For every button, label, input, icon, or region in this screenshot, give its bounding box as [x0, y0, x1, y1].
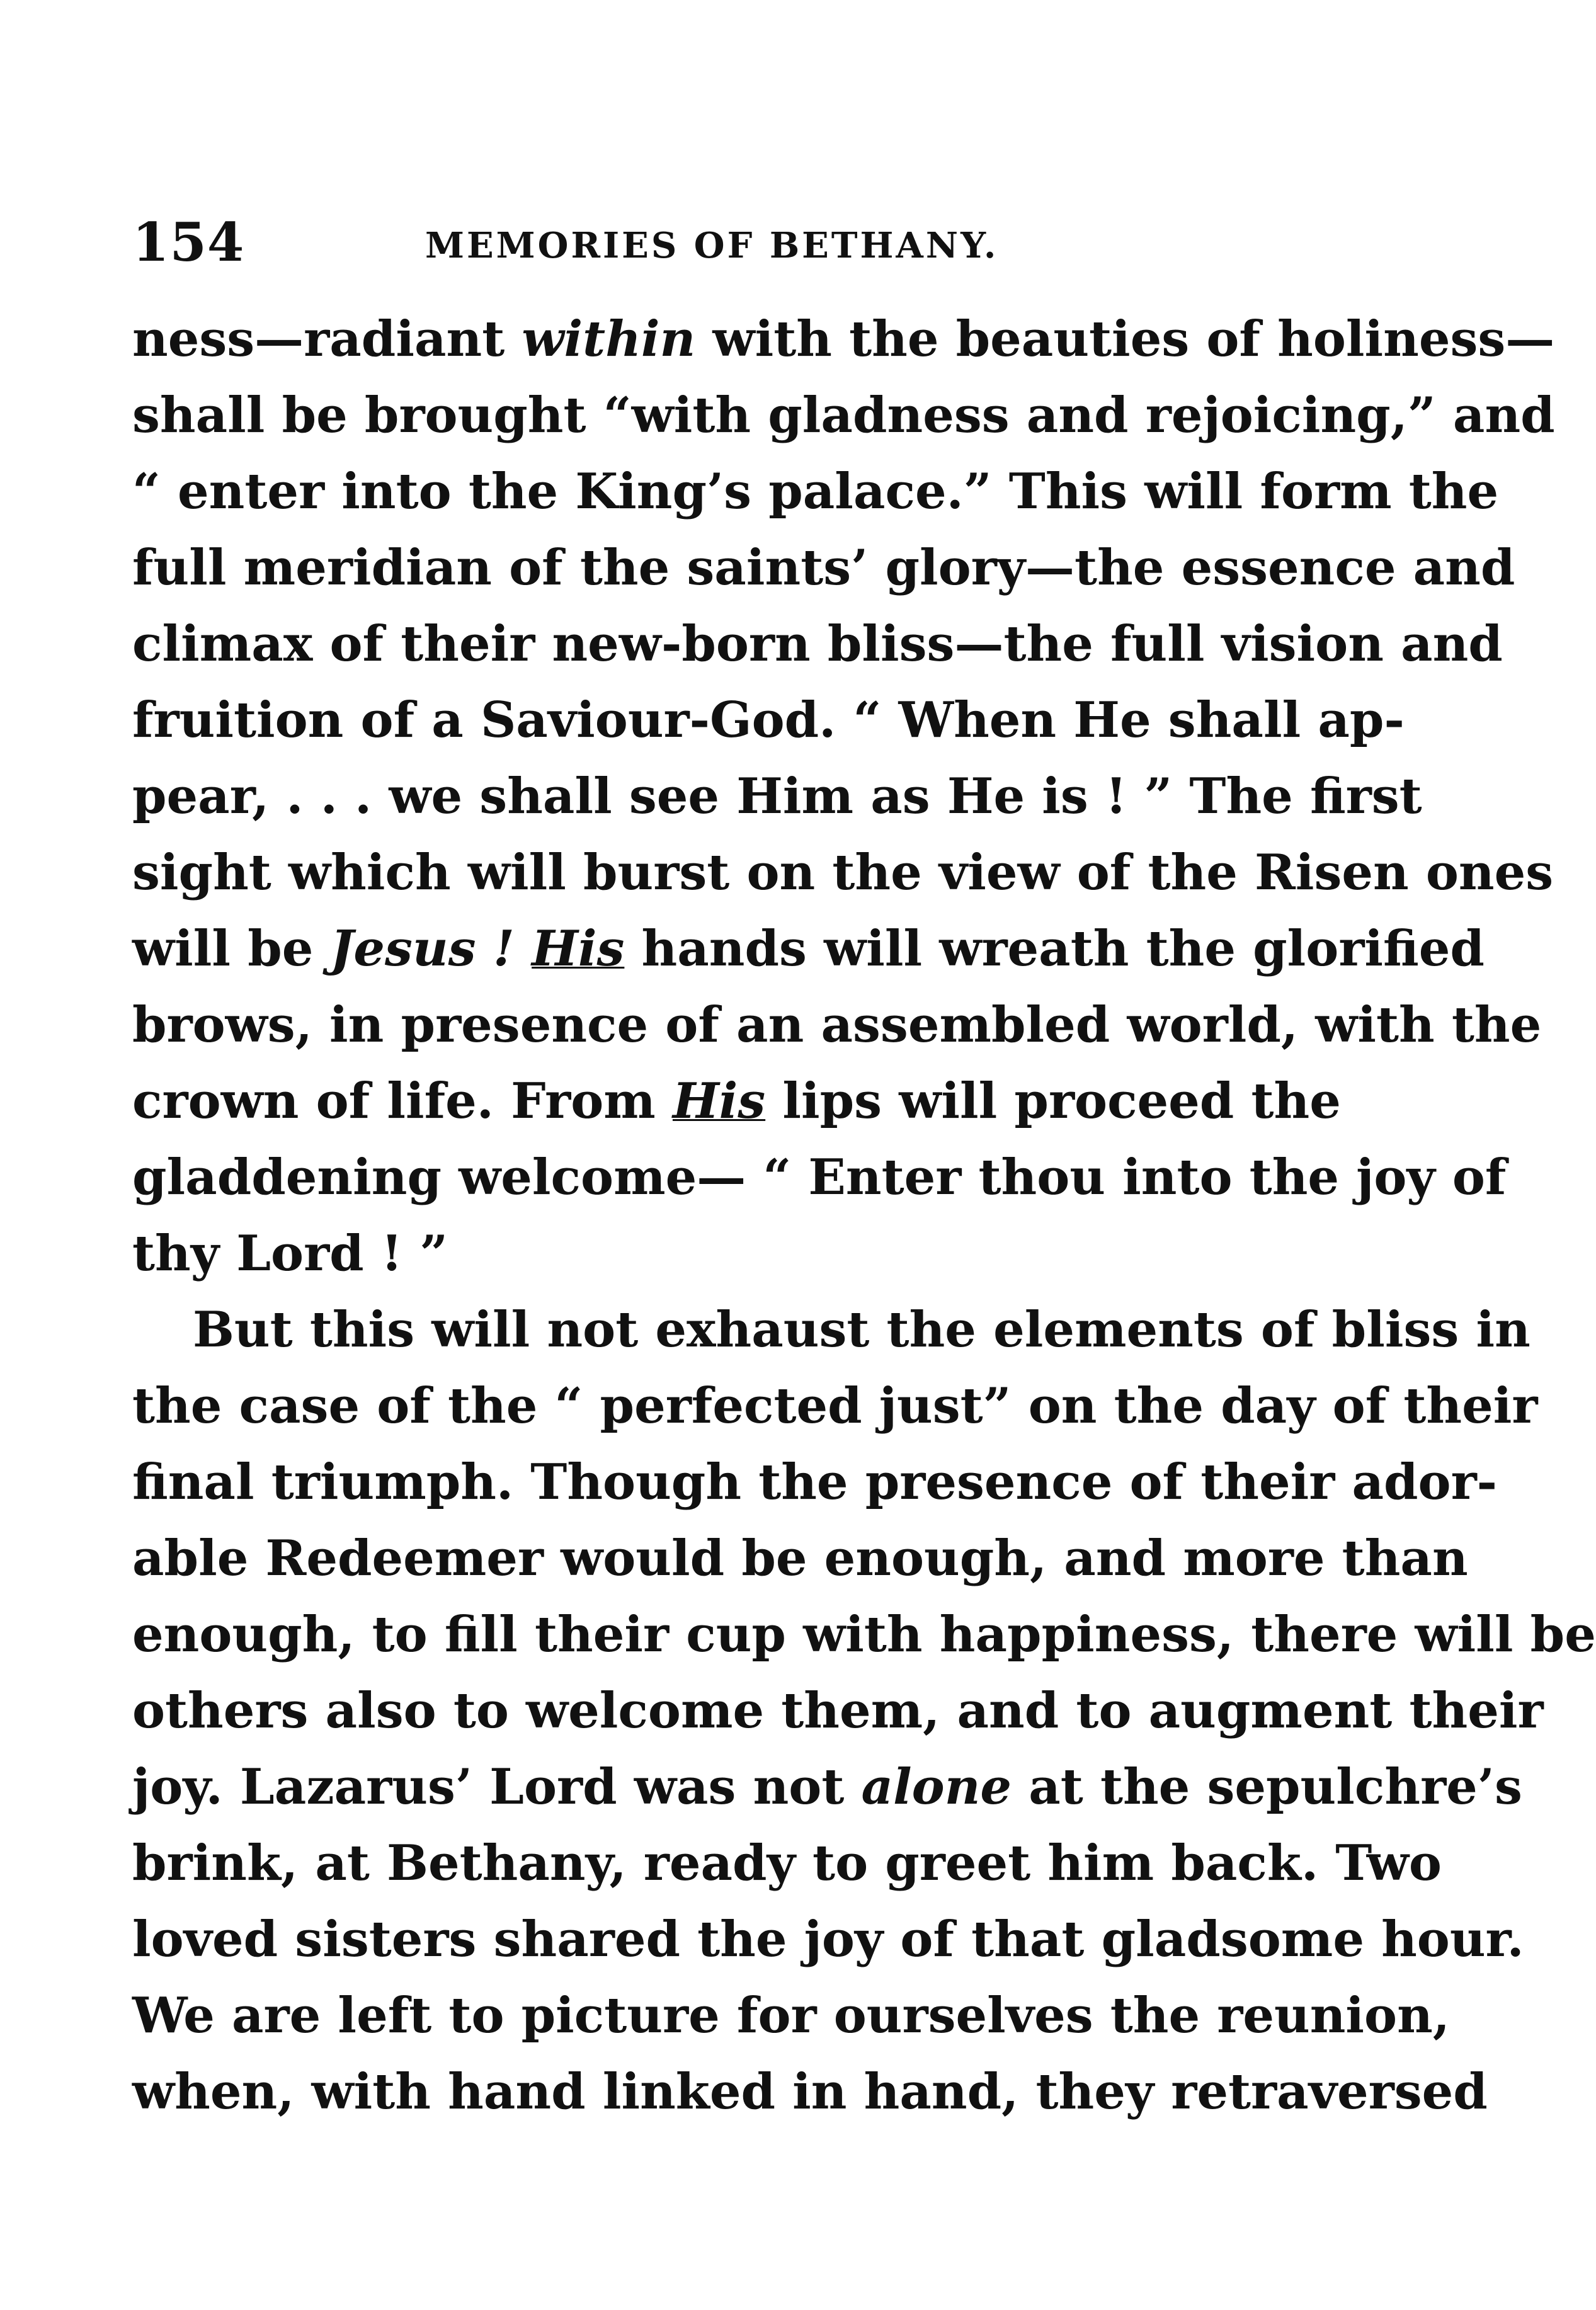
text-line: gladdening welcome— “ Enter thou into the joy of	[132, 1149, 1507, 1206]
text-line: fruition of a Saviour-God. “ When He shall ap-	[132, 691, 1405, 749]
text-line: sight which will burst on the view of the Risen ones	[132, 844, 1554, 901]
paragraph-1	[132, 301, 1555, 1292]
text-line: final triumph. Though the presence of their ador-	[132, 1454, 1498, 1511]
text-line: when, with hand linked in hand, they retraversed	[132, 2063, 1488, 2120]
text-line: ness—radiant within with the beauties of holiness—	[132, 310, 1555, 368]
text-line: But this will not exhaust the elements of bliss in	[193, 1301, 1530, 1358]
emphasis-his: His	[532, 920, 625, 977]
emphasis-his: His	[672, 1072, 766, 1130]
text-line: loved sisters shared the joy of that gladsome hour.	[132, 1911, 1524, 1968]
text-line: pear, . . . we shall see Him as He is ! ” The first	[132, 768, 1422, 825]
text-line: the case of the “ perfected just” on the day of their	[132, 1377, 1538, 1435]
text-line: thy Lord ! ”	[132, 1225, 448, 1282]
page-header	[132, 208, 1266, 277]
emphasis-jesus: Jesus !	[330, 920, 515, 977]
text-line: enough, to fill their cup with happiness, there will be	[132, 1606, 1596, 1663]
paragraph-2	[132, 1292, 1596, 2130]
text-line: We are left to picture for ourselves the reunion,	[132, 1987, 1450, 2044]
text-line: crown of life. From His lips will proceed the	[132, 1072, 1341, 1130]
emphasis-alone: alone	[861, 1758, 1012, 1816]
text-line: shall be brought “with gladness and rejoicing,” and	[132, 387, 1555, 444]
text-line: brows, in presence of an assembled world, with the	[132, 996, 1542, 1054]
page-number: 154	[132, 211, 245, 273]
text-line: “ enter into the King’s palace.” This will form the	[132, 463, 1499, 520]
emphasis-within: within	[522, 310, 696, 368]
text-line: full meridian of the saints’ glory—the essence and	[132, 539, 1515, 596]
body-text	[132, 301, 1596, 2130]
text-line: climax of their new-born bliss—the full vision and	[132, 615, 1503, 673]
text-line: joy. Lazarus’ Lord was not alone at the sepulchre’s	[132, 1758, 1522, 1816]
text-line: brink, at Bethany, ready to greet him back. Two	[132, 1835, 1442, 1892]
running-title: MEMORIES OF BETHANY.	[425, 225, 999, 266]
text-line: able Redeemer would be enough, and more than	[132, 1530, 1468, 1587]
text-line: others also to welcome them, and to augment their	[132, 1682, 1544, 1739]
text-line: will be Jesus ! His hands will wreath the glorified	[132, 920, 1485, 977]
